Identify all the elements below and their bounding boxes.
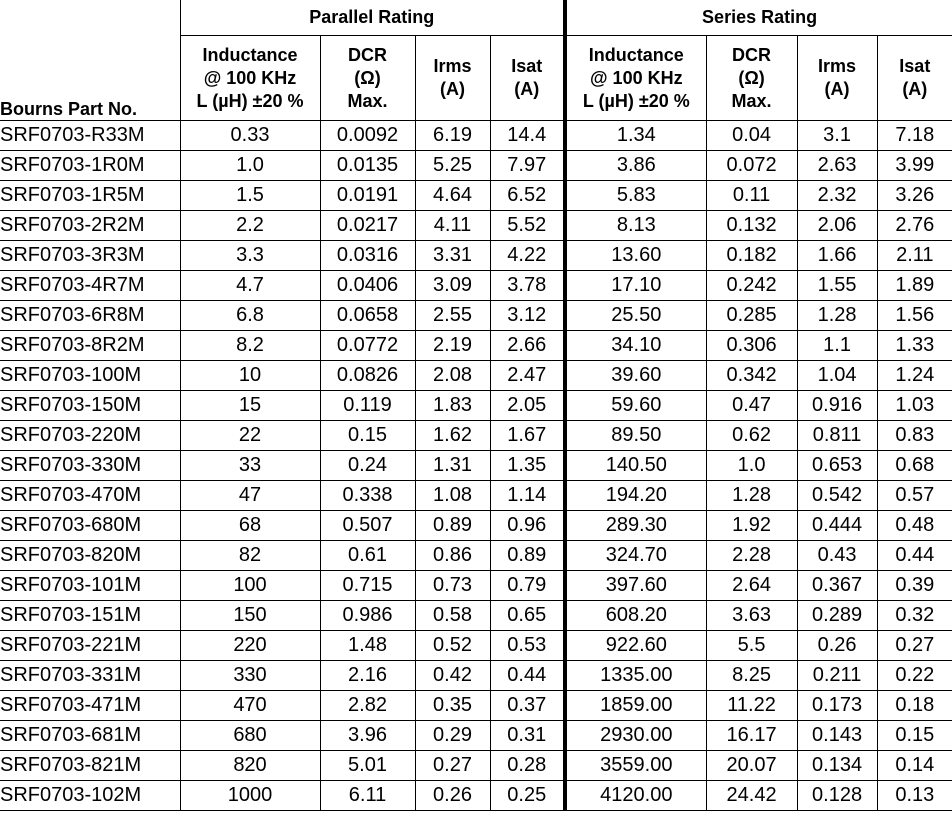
parallel-dcr-cell: 0.0092 (320, 121, 415, 151)
series-irms-cell: 1.1 (797, 331, 877, 361)
part-number-cell: SRF0703-151M (0, 601, 180, 631)
part-number-cell: SRF0703-8R2M (0, 331, 180, 361)
series-inductance-cell: 17.10 (565, 271, 706, 301)
parallel-irms-cell: 0.73 (415, 571, 490, 601)
parallel-isat-cell: 0.53 (490, 631, 565, 661)
parallel-irms-cell: 1.62 (415, 421, 490, 451)
parallel-inductance-cell: 8.2 (180, 331, 320, 361)
series-dcr-cell: 11.22 (706, 691, 797, 721)
series-dcr-cell: 0.04 (706, 121, 797, 151)
table-row (0, 271, 952, 301)
series-dcr-cell: 0.62 (706, 421, 797, 451)
table-body (0, 121, 952, 811)
parallel-isat-cell: 0.37 (490, 691, 565, 721)
parallel-irms-cell: 0.26 (415, 781, 490, 811)
parallel-dcr-cell: 2.82 (320, 691, 415, 721)
parallel-isat-cell: 3.12 (490, 301, 565, 331)
parallel-inductance-cell: 1000 (180, 781, 320, 811)
table-row (0, 541, 952, 571)
series-dcr-cell: 16.17 (706, 721, 797, 751)
parallel-dcr-cell: 1.48 (320, 631, 415, 661)
series-isat-cell: 0.32 (877, 601, 952, 631)
part-number-cell: SRF0703-1R0M (0, 151, 180, 181)
parallel-inductance-cell: 33 (180, 451, 320, 481)
parallel-inductance-cell: 100 (180, 571, 320, 601)
series-isat-cell: 0.18 (877, 691, 952, 721)
series-isat-cell: 0.27 (877, 631, 952, 661)
table-row (0, 571, 952, 601)
table-row (0, 481, 952, 511)
parallel-irms-cell: 0.35 (415, 691, 490, 721)
parallel-irms-cell: 2.08 (415, 361, 490, 391)
series-isat-cell: 1.89 (877, 271, 952, 301)
parallel-dcr-cell: 0.0316 (320, 241, 415, 271)
parallel-isat-header (490, 36, 565, 121)
parallel-isat-cell: 6.52 (490, 181, 565, 211)
part-number-cell: SRF0703-220M (0, 421, 180, 451)
series-dcr-cell: 1.28 (706, 481, 797, 511)
parallel-inductance-cell: 820 (180, 751, 320, 781)
series-dcr-cell: 0.182 (706, 241, 797, 271)
parallel-dcr-cell: 0.507 (320, 511, 415, 541)
series-irms-cell: 0.128 (797, 781, 877, 811)
part-number-cell: SRF0703-100M (0, 361, 180, 391)
header-line: (A) (824, 79, 850, 99)
series-isat-cell: 0.83 (877, 421, 952, 451)
parallel-rating-header: Parallel Rating (180, 0, 565, 36)
series-irms-cell: 2.63 (797, 151, 877, 181)
header-line: Isat (511, 56, 543, 76)
series-irms-cell: 1.28 (797, 301, 877, 331)
series-inductance-cell: 289.30 (565, 511, 706, 541)
header-line: DCR (732, 44, 772, 65)
parallel-inductance-cell: 2.2 (180, 211, 320, 241)
part-number-cell: SRF0703-150M (0, 391, 180, 421)
part-number-cell: SRF0703-470M (0, 481, 180, 511)
series-dcr-cell: 0.072 (706, 151, 797, 181)
header-line: Isat (899, 56, 931, 76)
series-dcr-cell: 2.28 (706, 541, 797, 571)
parallel-irms-cell: 1.31 (415, 451, 490, 481)
table-row (0, 391, 952, 421)
parallel-isat-cell: 3.78 (490, 271, 565, 301)
group-header-row (0, 0, 952, 36)
series-isat-cell: 0.44 (877, 541, 952, 571)
parallel-dcr-header (320, 36, 415, 121)
series-dcr-cell: 0.47 (706, 391, 797, 421)
header-line: (Ω) (354, 67, 381, 88)
parallel-irms-cell: 0.89 (415, 511, 490, 541)
parallel-irms-cell: 0.58 (415, 601, 490, 631)
part-number-cell: SRF0703-4R7M (0, 271, 180, 301)
parallel-irms-cell: 6.19 (415, 121, 490, 151)
series-dcr-cell: 0.11 (706, 181, 797, 211)
parallel-isat-cell: 4.22 (490, 241, 565, 271)
parallel-dcr-cell: 3.96 (320, 721, 415, 751)
series-isat-cell: 3.26 (877, 181, 952, 211)
parallel-dcr-cell: 0.15 (320, 421, 415, 451)
parallel-irms-cell: 0.42 (415, 661, 490, 691)
table-row (0, 781, 952, 811)
series-inductance-cell: 324.70 (565, 541, 706, 571)
parallel-inductance-cell: 220 (180, 631, 320, 661)
series-dcr-cell: 0.285 (706, 301, 797, 331)
parallel-irms-cell: 0.29 (415, 721, 490, 751)
table-row (0, 331, 952, 361)
part-number-header: Bourns Part No. (0, 0, 180, 121)
table-row (0, 211, 952, 241)
series-dcr-cell: 0.306 (706, 331, 797, 361)
parallel-dcr-cell: 0.24 (320, 451, 415, 481)
series-isat-cell: 3.99 (877, 151, 952, 181)
series-irms-cell: 0.542 (797, 481, 877, 511)
header-line: Inductance (588, 44, 684, 65)
part-number-cell: SRF0703-6R8M (0, 301, 180, 331)
parallel-dcr-cell: 0.119 (320, 391, 415, 421)
table-row (0, 601, 952, 631)
series-dcr-cell: 5.5 (706, 631, 797, 661)
parallel-irms-cell: 0.27 (415, 751, 490, 781)
parallel-inductance-cell: 15 (180, 391, 320, 421)
parallel-inductance-cell: 150 (180, 601, 320, 631)
parallel-inductance-cell: 22 (180, 421, 320, 451)
parallel-isat-cell: 2.47 (490, 361, 565, 391)
parallel-irms-cell: 4.11 (415, 211, 490, 241)
parallel-inductance-cell: 6.8 (180, 301, 320, 331)
table-row (0, 121, 952, 151)
series-isat-cell: 0.13 (877, 781, 952, 811)
parallel-inductance-cell: 470 (180, 691, 320, 721)
parallel-inductance-cell: 3.3 (180, 241, 320, 271)
series-inductance-cell: 608.20 (565, 601, 706, 631)
parallel-inductance-cell: 68 (180, 511, 320, 541)
series-irms-cell: 1.55 (797, 271, 877, 301)
parallel-irms-cell: 2.55 (415, 301, 490, 331)
series-isat-cell: 0.15 (877, 721, 952, 751)
parallel-isat-cell: 0.28 (490, 751, 565, 781)
series-irms-cell: 3.1 (797, 121, 877, 151)
parallel-isat-cell: 0.25 (490, 781, 565, 811)
series-irms-cell: 1.66 (797, 241, 877, 271)
series-isat-header (877, 36, 952, 121)
series-dcr-cell: 20.07 (706, 751, 797, 781)
table-row (0, 721, 952, 751)
series-dcr-cell: 0.242 (706, 271, 797, 301)
series-inductance-cell: 34.10 (565, 331, 706, 361)
series-inductance-cell: 59.60 (565, 391, 706, 421)
series-dcr-header (706, 36, 797, 121)
parallel-inductance-cell: 330 (180, 661, 320, 691)
parallel-dcr-cell: 0.338 (320, 481, 415, 511)
parallel-isat-cell: 2.05 (490, 391, 565, 421)
part-number-cell: SRF0703-821M (0, 751, 180, 781)
series-isat-cell: 2.11 (877, 241, 952, 271)
series-irms-cell: 0.444 (797, 511, 877, 541)
parallel-isat-cell: 0.31 (490, 721, 565, 751)
parallel-isat-cell: 0.89 (490, 541, 565, 571)
series-irms-cell: 0.26 (797, 631, 877, 661)
header-line: Inductance (202, 44, 298, 65)
table-row (0, 361, 952, 391)
series-irms-cell: 0.916 (797, 391, 877, 421)
series-inductance-cell: 397.60 (565, 571, 706, 601)
parallel-irms-cell: 1.08 (415, 481, 490, 511)
series-inductance-header (565, 36, 706, 121)
series-isat-cell: 0.57 (877, 481, 952, 511)
table-row (0, 181, 952, 211)
part-number-cell: SRF0703-221M (0, 631, 180, 661)
series-inductance-cell: 39.60 (565, 361, 706, 391)
parallel-dcr-cell: 6.11 (320, 781, 415, 811)
parallel-dcr-cell: 0.986 (320, 601, 415, 631)
series-isat-cell: 0.48 (877, 511, 952, 541)
table-row (0, 151, 952, 181)
series-irms-cell: 0.43 (797, 541, 877, 571)
series-inductance-cell: 1.34 (565, 121, 706, 151)
parallel-isat-cell: 2.66 (490, 331, 565, 361)
parallel-inductance-cell: 1.5 (180, 181, 320, 211)
parallel-inductance-cell: 82 (180, 541, 320, 571)
series-isat-cell: 0.39 (877, 571, 952, 601)
part-number-cell: SRF0703-R33M (0, 121, 180, 151)
series-isat-cell: 0.68 (877, 451, 952, 481)
series-isat-cell: 1.56 (877, 301, 952, 331)
series-dcr-cell: 24.42 (706, 781, 797, 811)
series-irms-cell: 1.04 (797, 361, 877, 391)
parallel-dcr-cell: 0.0135 (320, 151, 415, 181)
series-isat-cell: 0.22 (877, 661, 952, 691)
header-line: L (µH) ±20 % (582, 90, 690, 111)
part-number-cell: SRF0703-2R2M (0, 211, 180, 241)
table-row (0, 691, 952, 721)
table-row (0, 661, 952, 691)
series-inductance-cell: 922.60 (565, 631, 706, 661)
series-isat-cell: 0.14 (877, 751, 952, 781)
series-inductance-cell: 4120.00 (565, 781, 706, 811)
part-number-cell: SRF0703-820M (0, 541, 180, 571)
table-row (0, 451, 952, 481)
series-irms-cell: 2.32 (797, 181, 877, 211)
parallel-irms-cell: 0.86 (415, 541, 490, 571)
series-isat-cell: 7.18 (877, 121, 952, 151)
part-number-cell: SRF0703-1R5M (0, 181, 180, 211)
parallel-dcr-cell: 0.715 (320, 571, 415, 601)
parallel-isat-cell: 1.67 (490, 421, 565, 451)
series-isat-cell: 1.03 (877, 391, 952, 421)
parallel-irms-cell: 5.25 (415, 151, 490, 181)
series-isat-cell: 1.33 (877, 331, 952, 361)
parallel-inductance-cell: 47 (180, 481, 320, 511)
header-line: (A) (514, 79, 540, 99)
parallel-isat-cell: 0.65 (490, 601, 565, 631)
parallel-isat-cell: 0.79 (490, 571, 565, 601)
header-line: (A) (440, 79, 465, 99)
parallel-dcr-cell: 2.16 (320, 661, 415, 691)
parallel-dcr-cell: 0.0191 (320, 181, 415, 211)
series-rating-header: Series Rating (565, 0, 952, 36)
series-inductance-cell: 25.50 (565, 301, 706, 331)
series-dcr-cell: 1.0 (706, 451, 797, 481)
parallel-dcr-cell: 0.61 (320, 541, 415, 571)
parallel-inductance-cell: 10 (180, 361, 320, 391)
parallel-dcr-cell: 0.0406 (320, 271, 415, 301)
series-inductance-cell: 8.13 (565, 211, 706, 241)
table-row (0, 241, 952, 271)
parallel-irms-cell: 1.83 (415, 391, 490, 421)
series-dcr-cell: 2.64 (706, 571, 797, 601)
table-row (0, 751, 952, 781)
series-irms-cell: 0.134 (797, 751, 877, 781)
table-row (0, 301, 952, 331)
series-inductance-cell: 89.50 (565, 421, 706, 451)
parallel-irms-cell: 2.19 (415, 331, 490, 361)
series-inductance-cell: 13.60 (565, 241, 706, 271)
series-irms-cell: 0.143 (797, 721, 877, 751)
part-number-cell: SRF0703-331M (0, 661, 180, 691)
series-inductance-cell: 140.50 (565, 451, 706, 481)
header-line: @ 100 KHz (203, 67, 297, 88)
parallel-dcr-cell: 0.0772 (320, 331, 415, 361)
part-number-cell: SRF0703-3R3M (0, 241, 180, 271)
parallel-irms-header (415, 36, 490, 121)
series-irms-cell: 0.173 (797, 691, 877, 721)
header-line: Max. (731, 90, 772, 111)
parallel-isat-cell: 5.52 (490, 211, 565, 241)
part-number-cell: SRF0703-680M (0, 511, 180, 541)
series-inductance-cell: 1335.00 (565, 661, 706, 691)
parallel-inductance-cell: 680 (180, 721, 320, 751)
table-row (0, 511, 952, 541)
header-line: Irms (818, 56, 857, 76)
part-number-cell: SRF0703-101M (0, 571, 180, 601)
header-line: @ 100 KHz (590, 67, 683, 88)
series-dcr-cell: 0.342 (706, 361, 797, 391)
series-isat-cell: 2.76 (877, 211, 952, 241)
header-line: Irms (433, 56, 472, 76)
part-number-cell: SRF0703-102M (0, 781, 180, 811)
header-line: (A) (902, 79, 928, 99)
parallel-isat-cell: 1.35 (490, 451, 565, 481)
parallel-isat-cell: 0.44 (490, 661, 565, 691)
header-line: L (µH) ±20 % (196, 90, 304, 111)
header-line: (Ω) (738, 67, 765, 88)
parallel-isat-cell: 0.96 (490, 511, 565, 541)
series-inductance-cell: 2930.00 (565, 721, 706, 751)
parallel-dcr-cell: 0.0217 (320, 211, 415, 241)
table-row (0, 421, 952, 451)
series-dcr-cell: 8.25 (706, 661, 797, 691)
part-number-cell: SRF0703-681M (0, 721, 180, 751)
parallel-irms-cell: 3.31 (415, 241, 490, 271)
series-inductance-cell: 1859.00 (565, 691, 706, 721)
part-number-cell: SRF0703-330M (0, 451, 180, 481)
parallel-isat-cell: 1.14 (490, 481, 565, 511)
series-irms-cell: 0.367 (797, 571, 877, 601)
series-dcr-cell: 0.132 (706, 211, 797, 241)
parallel-dcr-cell: 5.01 (320, 751, 415, 781)
series-irms-cell: 0.653 (797, 451, 877, 481)
series-dcr-cell: 3.63 (706, 601, 797, 631)
table-row (0, 631, 952, 661)
header-line: Max. (347, 90, 388, 111)
series-irms-cell: 2.06 (797, 211, 877, 241)
parallel-isat-cell: 7.97 (490, 151, 565, 181)
series-isat-cell: 1.24 (877, 361, 952, 391)
series-inductance-cell: 3559.00 (565, 751, 706, 781)
header-line: DCR (348, 44, 387, 65)
parallel-dcr-cell: 0.0826 (320, 361, 415, 391)
series-irms-cell: 0.211 (797, 661, 877, 691)
parallel-irms-cell: 4.64 (415, 181, 490, 211)
series-irms-cell: 0.289 (797, 601, 877, 631)
parallel-inductance-cell: 1.0 (180, 151, 320, 181)
series-dcr-cell: 1.92 (706, 511, 797, 541)
parallel-dcr-cell: 0.0658 (320, 301, 415, 331)
series-irms-header (797, 36, 877, 121)
parallel-inductance-cell: 0.33 (180, 121, 320, 151)
parallel-isat-cell: 14.4 (490, 121, 565, 151)
series-irms-cell: 0.811 (797, 421, 877, 451)
part-number-cell: SRF0703-471M (0, 691, 180, 721)
parallel-inductance-header (180, 36, 320, 121)
series-inductance-cell: 3.86 (565, 151, 706, 181)
parallel-irms-cell: 0.52 (415, 631, 490, 661)
series-inductance-cell: 194.20 (565, 481, 706, 511)
parallel-inductance-cell: 4.7 (180, 271, 320, 301)
series-inductance-cell: 5.83 (565, 181, 706, 211)
parallel-irms-cell: 3.09 (415, 271, 490, 301)
